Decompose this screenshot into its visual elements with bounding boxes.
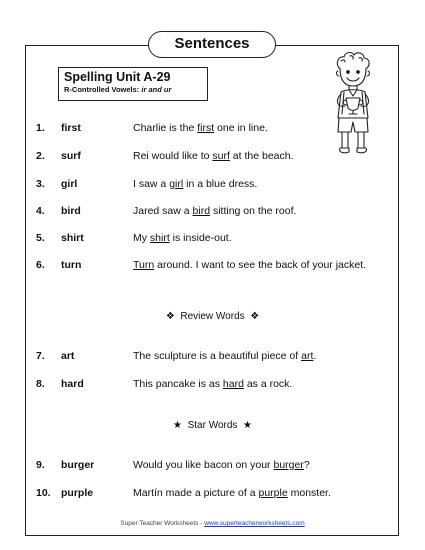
spelling-word: turn — [61, 259, 82, 271]
underlined-word: Turn — [133, 259, 155, 271]
item-number: 4. — [36, 205, 45, 217]
unit-box — [58, 67, 208, 101]
item-number: 6. — [36, 259, 45, 271]
item-number: 3. — [36, 178, 45, 190]
sentence: Charlie is the first one in line. — [133, 122, 268, 134]
page-title: Sentences — [148, 31, 276, 58]
underlined-word: bird — [192, 205, 211, 217]
underlined-word: shirt — [149, 232, 170, 244]
spelling-word: purple — [61, 487, 94, 499]
item-number: 9. — [36, 459, 45, 471]
star-icon: ★ — [173, 420, 183, 431]
list-item — [0, 259, 425, 289]
underlined-word: girl — [169, 178, 184, 190]
diamond-ornament-icon: ❖ — [250, 311, 260, 322]
list-item — [0, 205, 425, 235]
underlined-word: surf — [212, 150, 230, 162]
sentence: My shirt is inside-out. — [133, 232, 232, 244]
list-item — [0, 232, 425, 262]
item-number: 5. — [36, 232, 45, 244]
footer — [0, 520, 425, 527]
spelling-word: shirt — [61, 232, 84, 244]
list-item — [0, 150, 425, 180]
spelling-word: burger — [61, 459, 95, 471]
star-words-heading: ★ Star Words ★ — [173, 420, 252, 431]
star-icon: ★ — [242, 420, 252, 431]
sentence: Martín made a picture of a purple monster. — [133, 487, 331, 499]
item-number: 10. — [36, 487, 51, 499]
list-item — [0, 178, 425, 208]
sentence: Turn around. I want to see the back of your jacket. — [133, 259, 367, 271]
sentence: Jared saw a bird sitting on the roof. — [133, 205, 297, 217]
list-item — [0, 350, 425, 380]
item-number: 8. — [36, 378, 45, 390]
spelling-word: girl — [61, 178, 78, 190]
spelling-word: hard — [61, 378, 84, 390]
unit-title: Spelling Unit A-29 — [64, 70, 171, 84]
spelling-word: surf — [61, 150, 81, 162]
spelling-word: bird — [61, 205, 81, 217]
list-item — [0, 487, 425, 517]
unit-subtitle — [64, 85, 207, 95]
sentence: Rei would like to surf at the beach. — [133, 150, 294, 162]
list-item — [0, 459, 425, 489]
underlined-word: purple — [258, 487, 288, 499]
sentence: The sculpture is a beautiful piece of art. — [133, 350, 317, 362]
diamond-ornament-icon: ❖ — [165, 311, 175, 322]
underlined-word: burger — [273, 459, 304, 471]
review-words-heading: ❖ Review Words ❖ — [165, 311, 260, 322]
underlined-word: hard — [222, 378, 244, 390]
spelling-word: first — [61, 122, 81, 134]
item-number: 7. — [36, 350, 45, 362]
unit-subtitle-pattern: ir and ur — [141, 85, 172, 94]
sentence: I saw a girl in a blue dress. — [133, 178, 258, 190]
unit-subtitle-prefix: R-Controlled Vowels: — [64, 85, 142, 94]
sentence: Would you like bacon on your burger? — [133, 459, 310, 471]
spelling-word: art — [61, 350, 75, 362]
sentence: This pancake is as hard as a rock. — [133, 378, 293, 390]
item-number: 2. — [36, 150, 45, 162]
list-item — [0, 122, 425, 152]
list-item — [0, 378, 425, 408]
item-number: 1. — [36, 122, 45, 134]
footer-text: Super Teacher Worksheets - — [120, 520, 205, 527]
underlined-word: art — [301, 350, 314, 362]
footer-link[interactable]: www.superteacherworksheets.com — [204, 520, 305, 527]
underlined-word: first — [197, 122, 215, 134]
